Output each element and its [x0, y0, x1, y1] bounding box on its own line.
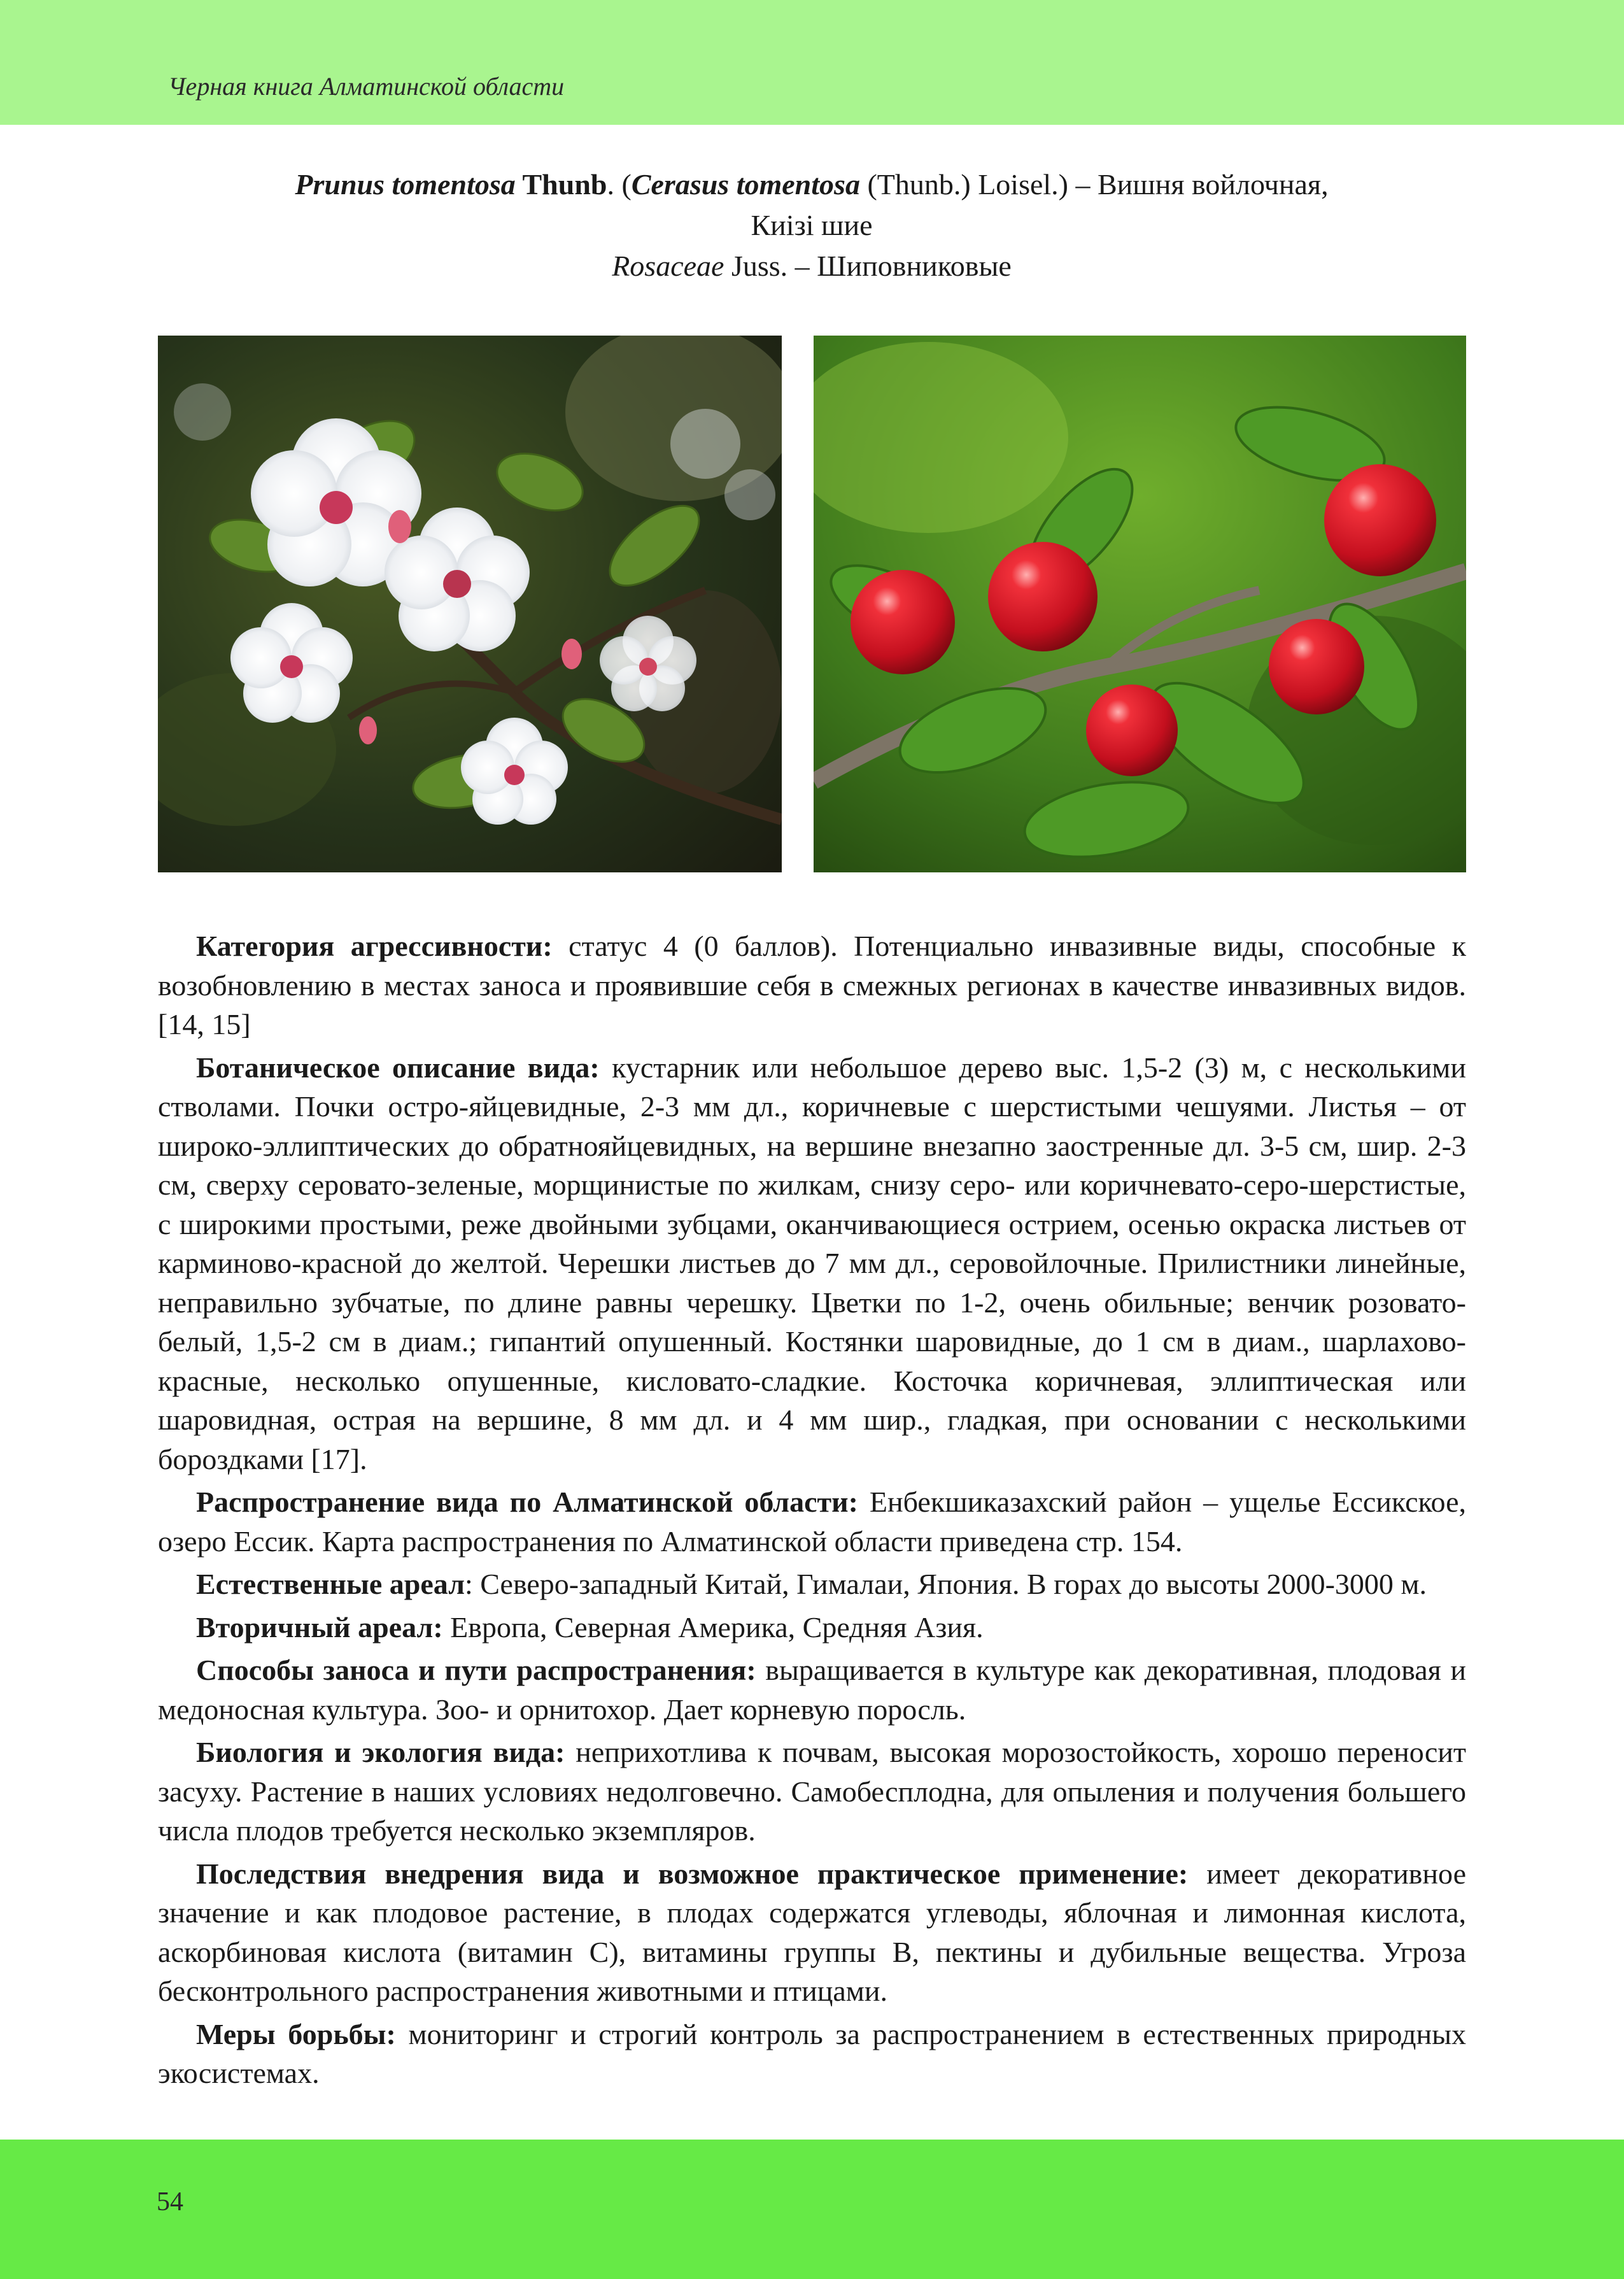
heading-text-a: . (: [607, 168, 632, 201]
section-text: : Северо-западный Китай, Гималаи, Япония. В горах до высоты 2000-3000 м.: [465, 1568, 1427, 1600]
blossom-illustration: [158, 336, 782, 872]
section-botanical-description: [158, 1048, 1466, 1479]
section-label: Биология и экология вида:: [196, 1736, 565, 1768]
page-number: 54: [157, 2187, 183, 2217]
berry-illustration: [814, 336, 1466, 872]
section-label: Естественные ареал: [196, 1568, 465, 1600]
section-label: Распространение вида по Алматинской области:: [196, 1486, 858, 1518]
family-rest: Juss. – Шиповниковые: [724, 250, 1012, 282]
species-latin-name: Prunus tomentosa: [295, 168, 516, 201]
synonym-latin-name: Cerasus tomentosa: [631, 168, 860, 201]
family-latin-name: Rosaceae: [612, 250, 724, 282]
photo-blossoms: [158, 336, 782, 872]
species-author: Thunb: [515, 168, 607, 201]
section-text: имеет декоративное значение и как плодовое растение, в плодах содержатся углеводы, яблочная и лимонная кислота, аскорбиновая кислота (витамин С), витамины группы В, пектины и дубильные вещества. Угроза бесконтрольного распространения животными и птицами.: [158, 1857, 1466, 2007]
heading-line-3: [159, 246, 1464, 287]
section-text: выращивается в культуре как декоративная, плодовая и медоносная культура. Зоо- и орнитохор. Дает корневую поросль.: [158, 1654, 1466, 1726]
section-biology-ecology: [158, 1733, 1466, 1850]
section-text: мониторинг и строгий контроль за распространением в естественных природных экосистемах.: [158, 2017, 1466, 2089]
photo-fruits: [814, 336, 1466, 872]
section-text: статус 4 (0 баллов). Потенциально инвазивные виды, способные к возобновлению в местах заноса и проявившие себя в смежных регионах в качестве инвазивных видов. [14, 15]: [158, 930, 1466, 1040]
heading-line-2: Киізі шие: [751, 209, 873, 241]
header-band: [0, 0, 1624, 125]
section-text: Европа, Северная Америка, Средняя Азия.: [442, 1610, 984, 1644]
section-label: Способы заноса и пути распространения:: [196, 1654, 756, 1686]
species-heading: [159, 164, 1464, 287]
section-label: Меры борьбы:: [196, 2017, 396, 2050]
heading-text-b: (Thunb.) Loisel.) – Вишня войлочная,: [859, 168, 1329, 201]
section-label: Ботаническое описание вида:: [196, 1051, 600, 1084]
section-secondary-range: [158, 1608, 1466, 1647]
section-label: Вторичный ареал:: [196, 1610, 443, 1644]
section-distribution: [158, 1482, 1466, 1561]
section-label: Категория агрессивности:: [196, 930, 553, 962]
footer-band: [0, 2140, 1624, 2279]
section-introduction-pathways: [158, 1651, 1466, 1729]
section-text: Енбекшиказахский район – ущелье Ессикское, озеро Ессик. Карта распространения по Алматинской области приведена стр. 154.: [158, 1486, 1467, 1558]
section-text: кустарник или небольшое дерево выс. 1,5-2 (3) м, с несколькими стволами. Почки остро-яйцевидные, 2-3 мм дл., коричневые с шерстистыми чешуями. Листья – от широко-эллиптических до обратнояйцевидных, на вершине внезапно заостренные дл. 3-5 см, шир. 2-3 см, сверху серовато-зеленые, морщинистые по жилкам, снизу серо- или коричневато-серо-шерстистые, с широкими простыми, реже двойными зубцами, оканчивающиеся острием, осенью окраска листьев от карминово-красной до желтой. Черешки листьев до 7 мм дл., серовойлочные. Прилистники линейные, неправильно зубчатые, по длине равны черешку. Цветки по 1-2, очень обильные; венчик розовато-белый, 1,5-2 см в диам.; гипантий опушенный. Костянки шаровидные, до 1 см в диам., шарлахово-красные, несколько опушенные, кисловато-сладкие. Косточка коричневая, эллиптическая или шаровидная, острая на вершине, 8 мм дл. и 4 мм шир., гладкая, при основании с несколькими бороздками [17].: [158, 1051, 1466, 1475]
section-consequences: [158, 1854, 1466, 2011]
running-title: Черная книга Алматинской области: [168, 72, 565, 101]
section-text: неприхотлива к почвам, высокая морозостойкость, хорошо переносит засуху. Растение в наших условиях недолговечно. Самобесплодна, для опыления и получения большего числа плодов требуется несколько экземпляров.: [158, 1736, 1466, 1847]
section-natural-range: [158, 1565, 1466, 1604]
section-aggressiveness: [158, 927, 1466, 1044]
section-control-measures: [158, 2015, 1466, 2093]
heading-line-1: [159, 164, 1464, 205]
section-label: Последствия внедрения вида и возможное практическое применение:: [196, 1857, 1189, 1890]
article-body: [158, 927, 1466, 2097]
